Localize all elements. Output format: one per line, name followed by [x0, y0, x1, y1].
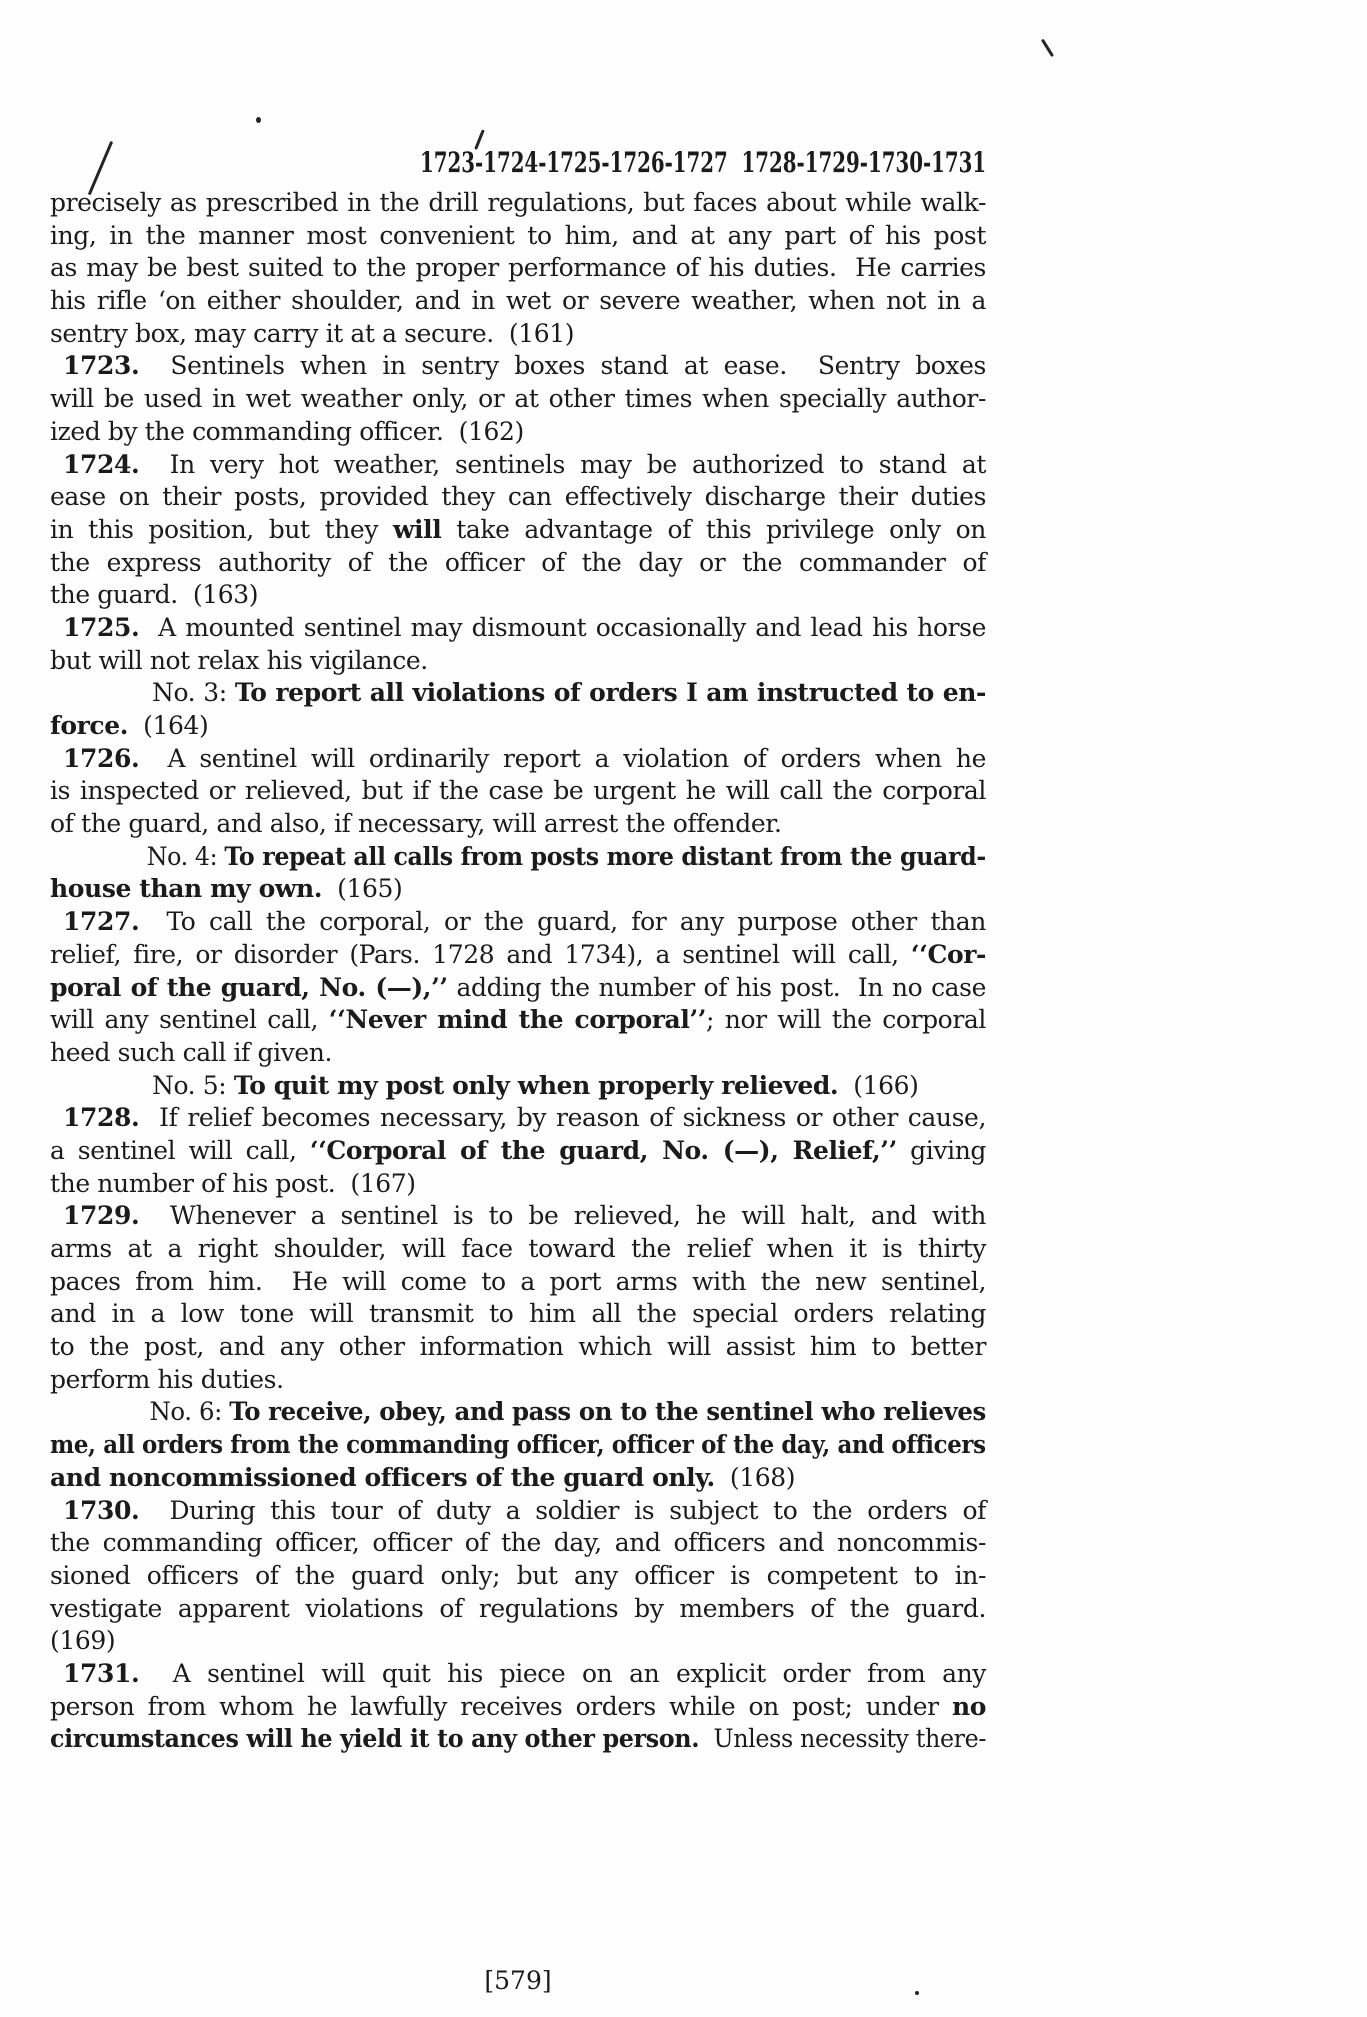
body-text: No. 6: [149, 1397, 230, 1427]
body-text: a sentinel will call, [50, 1135, 310, 1165]
text-line [50, 220, 986, 253]
text-line [50, 547, 986, 580]
body-text: Unless necessity there- [699, 1724, 987, 1754]
body-text: sentry box, may carry it at a secure. (161) [50, 318, 575, 348]
body-text: his rifle ‘on either shoulder, and in wet or severe weather, when not in a [50, 286, 986, 316]
bold-text: 1731. [63, 1658, 140, 1688]
bold-text: 1729. [63, 1201, 140, 1231]
text-line [50, 1560, 986, 1593]
text-line [50, 1331, 986, 1364]
bold-text: ‘‘Cor- [910, 939, 986, 969]
bold-text: ‘‘Never mind the corporal’’ [328, 1005, 707, 1035]
text-line [50, 1364, 986, 1397]
text-line [50, 1266, 986, 1299]
body-text: as may be best suited to the proper performance of his duties. He carries [50, 253, 986, 283]
body-text: Sentinels when in sentry boxes stand at ease. Sentry boxes [139, 351, 986, 381]
body-text: ease on their posts, provided they can effectively discharge their duties [50, 482, 986, 512]
text-line [50, 906, 986, 939]
body-text: take advantage of this privilege only on [441, 514, 986, 544]
bold-text: will [392, 514, 442, 544]
text-line [50, 252, 986, 285]
text-line [50, 1527, 986, 1560]
text-line [50, 1495, 986, 1528]
text-line [50, 285, 986, 318]
body-text: (164) [128, 711, 209, 740]
body-text: relief, fire, or disorder (Pars. 1728 and 1734), a sentinel will call, [50, 939, 911, 969]
bold-text: force. [50, 711, 129, 740]
page-number: [579] [484, 1966, 552, 1995]
body-text: If relief becomes necessary, by reason of sickness or other cause, [139, 1103, 986, 1133]
body-text: Whenever a sentinel is to be relieved, he will halt, and with [139, 1201, 986, 1231]
body-text: perform his duties. [50, 1364, 284, 1394]
text-line [50, 677, 986, 710]
text-line [50, 350, 986, 383]
body-text: and in a low tone will transmit to him all the special orders relating [50, 1299, 986, 1329]
bold-text: To quit my post only when properly relieved. [233, 1070, 839, 1100]
bold-text: circumstances will he yield it to any other person. [50, 1724, 700, 1754]
text-line [50, 873, 986, 906]
paragraph-1726 [50, 743, 986, 841]
bold-text: To repeat all calls from posts more distant from the guard- [224, 841, 986, 871]
text-line [50, 1135, 986, 1168]
body-text: A sentinel will ordinarily report a violation of orders when he [139, 743, 986, 773]
text-line [50, 481, 986, 514]
body-text: To call the corporal, or the guard, for any purpose other than [139, 907, 986, 937]
paragraph-1727 [50, 906, 986, 1069]
text-line [50, 1658, 986, 1691]
body-text: to the post, and any other information which will assist him to better [50, 1332, 986, 1362]
bold-text: To report all violations of orders I am instructed to en- [234, 678, 987, 708]
body-text: ing, in the manner most convenient to him, and at any part of his post [50, 220, 986, 250]
body-text: paces from him. He will come to a port arms with the new sentinel, [50, 1266, 986, 1296]
text-line [50, 514, 986, 547]
bold-text: ‘‘Corporal of the guard, No. (—), Relief,’’ [309, 1135, 897, 1165]
bold-text: me, all orders from the commanding officer, officer of the day, and officers [50, 1430, 986, 1460]
text-line [50, 187, 986, 220]
text-line [50, 743, 986, 776]
text-line [50, 1004, 986, 1037]
bold-text: no [951, 1691, 986, 1721]
text-line [50, 645, 986, 678]
order-no-5 [50, 1070, 986, 1103]
text-line [50, 841, 986, 874]
text-line [50, 1233, 986, 1266]
bold-text: house than my own. [50, 874, 323, 904]
text-line [50, 612, 986, 645]
bold-text: 1728. [63, 1103, 140, 1133]
text-line [50, 1037, 986, 1070]
text-line [50, 579, 986, 612]
body-text: ; nor will the corporal [706, 1005, 986, 1035]
corner-ink-mark [1041, 39, 1054, 57]
body-text: No. 4: [146, 841, 225, 871]
text-line [50, 972, 986, 1005]
stray-ink-dot-top [256, 117, 261, 123]
body-text: No. 5: [152, 1070, 234, 1100]
body-text: heed such call if given. [50, 1037, 333, 1067]
body-text: the number of his post. (167) [50, 1168, 416, 1198]
body-text: will be used in wet weather only, or at other times when specially author- [50, 384, 986, 414]
page-body [50, 187, 986, 1756]
body-text: (165) [322, 874, 403, 904]
page-header-paragraph-numbers: 1723-1724-1725-1726-1727 1728-1729-1730-1731 [420, 146, 987, 179]
text-line [50, 775, 986, 808]
paragraph-161-continuation [50, 187, 986, 350]
text-line [50, 1625, 986, 1658]
text-line [50, 1593, 986, 1626]
body-text: person from whom he lawfully receives orders while on post; under [50, 1691, 952, 1721]
body-text: will any sentinel call, [50, 1005, 329, 1035]
paragraph-1728 [50, 1102, 986, 1200]
text-line [50, 383, 986, 416]
body-text: arms at a right shoulder, will face toward the relief when it is thirty [50, 1234, 986, 1263]
body-text: During this tour of duty a soldier is subject to the orders of [139, 1495, 986, 1525]
text-line [50, 939, 986, 972]
text-line [50, 318, 986, 351]
bold-text: 1730. [63, 1495, 140, 1525]
bold-text: and noncommissioned officers of the guard only. [50, 1462, 715, 1492]
paragraph-1729 [50, 1200, 986, 1396]
bold-text: 1724. [63, 449, 140, 479]
body-text: (169) [50, 1626, 116, 1656]
body-text: vestigate apparent violations of regulations by members of the guard. [50, 1593, 986, 1623]
body-text: the commanding officer, officer of the day, and officers and noncommis- [50, 1528, 986, 1558]
body-text: the guard. (163) [50, 580, 259, 610]
bold-text: 1725. [63, 612, 140, 642]
text-line [50, 1200, 986, 1233]
text-line [50, 1168, 986, 1201]
body-text: is inspected or relieved, but if the case be urgent he will call the corporal [50, 776, 986, 806]
body-text: but will not relax his vigilance. [50, 645, 428, 675]
paragraph-1730 [50, 1495, 986, 1658]
text-line [50, 1723, 987, 1756]
bold-text: To receive, obey, and pass on to the sentinel who relieves [229, 1397, 986, 1427]
body-text: sioned officers of the guard only; but any officer is competent to in- [50, 1560, 986, 1590]
text-line [50, 1396, 986, 1429]
body-text: A mounted sentinel may dismount occasionally and lead his horse [139, 612, 986, 642]
text-line [50, 1070, 986, 1103]
text-line [50, 710, 986, 743]
body-text: giving [896, 1135, 987, 1165]
text-line [50, 1462, 986, 1495]
text-line [50, 1691, 986, 1724]
text-line [50, 1102, 986, 1135]
body-text: ized by the commanding officer. (162) [50, 416, 524, 446]
body-text: (168) [714, 1462, 796, 1492]
body-text: No. 3: [152, 678, 235, 708]
body-text: In very hot weather, sentinels may be authorized to stand at [139, 449, 986, 479]
order-no-4 [50, 841, 986, 906]
body-text: the express authority of the officer of the day or the commander of [50, 547, 986, 577]
bold-text: poral of the guard, No. (—),’’ [50, 972, 448, 1002]
text-line [50, 1429, 986, 1462]
order-no-3 [50, 677, 986, 742]
bold-text: 1726. [63, 743, 140, 773]
body-text: A sentinel will quit his piece on an explicit order from any [139, 1658, 986, 1688]
body-text: of the guard, and also, if necessary, will arrest the offender. [50, 809, 782, 839]
text-line [50, 808, 986, 841]
body-text: in this position, but they [50, 514, 393, 544]
body-text: adding the number of his post. In no case [447, 972, 986, 1002]
paragraph-1723 [50, 350, 986, 448]
text-line [50, 449, 986, 482]
bold-text: 1723. [63, 351, 140, 381]
text-line [50, 416, 986, 449]
bold-text: 1727. [63, 907, 140, 937]
order-no-6 [50, 1396, 986, 1494]
body-text: precisely as prescribed in the drill regulations, but faces about while walk- [50, 188, 986, 217]
paragraph-1731 [50, 1658, 986, 1756]
body-text: (166) [838, 1070, 919, 1100]
paragraph-1725 [50, 612, 986, 677]
text-line [50, 1298, 986, 1331]
paragraph-1724 [50, 449, 986, 612]
